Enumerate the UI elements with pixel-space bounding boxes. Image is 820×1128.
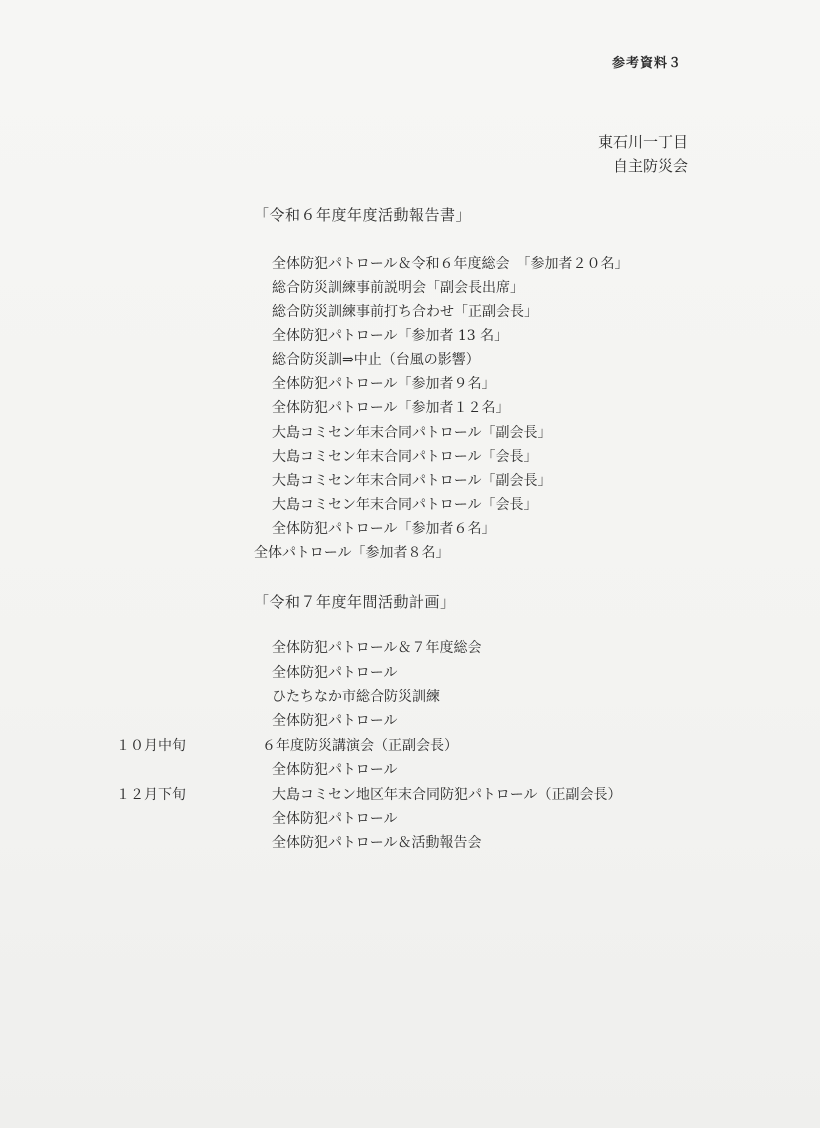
plan-text: 全体防犯パトロール＆活動報告会 (272, 835, 482, 851)
plan-text: 全体防犯パトロール (272, 665, 398, 681)
report-text: 大島コミセン年末合同パトロール「副会長」 (272, 425, 552, 441)
report-text: 大島コミセン年末合同パトロール「会長」 (272, 497, 538, 513)
organization-name: 自主防災会 (612, 157, 688, 175)
report-text: 総合防災訓練事前説明会「副会長出席」 (272, 280, 524, 296)
plan-text: ひたちなか市総合防災訓練 (272, 689, 440, 705)
plan-title: 「令和７年度年間活動計画」 (254, 593, 456, 611)
report-text: 全体防犯パトロール「参加者１２名」 (272, 400, 510, 416)
report-text: 総合防災訓⇒中止（台風の影響） (272, 352, 480, 368)
plan-text: 全体防犯パトロール (272, 762, 398, 778)
plan-date: １０月中旬 (116, 738, 186, 754)
organization-district: 東石川一丁目 (597, 133, 688, 151)
report-text: 全体パトロール「参加者８名」 (254, 545, 450, 561)
report-text: 総合防災訓練事前打ち合わせ「正副会長」 (272, 304, 538, 320)
organization-block (598, 130, 688, 178)
plan-text: 全体防犯パトロール＆７年度総会 (272, 640, 482, 656)
plan-text: 全体防犯パトロール (272, 713, 398, 729)
plan-text: 全体防犯パトロール (272, 811, 398, 827)
report-title: 「令和６年度年度活動報告書」 (254, 206, 472, 224)
plan-text: ６年度防災講演会（正副会長） (262, 738, 458, 754)
plan-date: １２月下旬 (116, 787, 186, 803)
reference-label: 参考資料３ (611, 56, 682, 71)
report-text: 全体防犯パトロール「参加者 13 名」 (272, 328, 509, 344)
report-text: 全体防犯パトロール＆令和６年度総会 「参加者２０名」 (272, 256, 629, 272)
plan-text: 大島コミセン地区年末合同防犯パトロール（正副会長） (272, 787, 622, 803)
report-text: 全体防犯パトロール「参加者９名」 (272, 376, 496, 392)
report-text: 全体防犯パトロール「参加者６名」 (272, 521, 496, 537)
report-text: 大島コミセン年末合同パトロール「副会長」 (272, 473, 552, 489)
report-text: 大島コミセン年末合同パトロール「会長」 (272, 449, 538, 465)
